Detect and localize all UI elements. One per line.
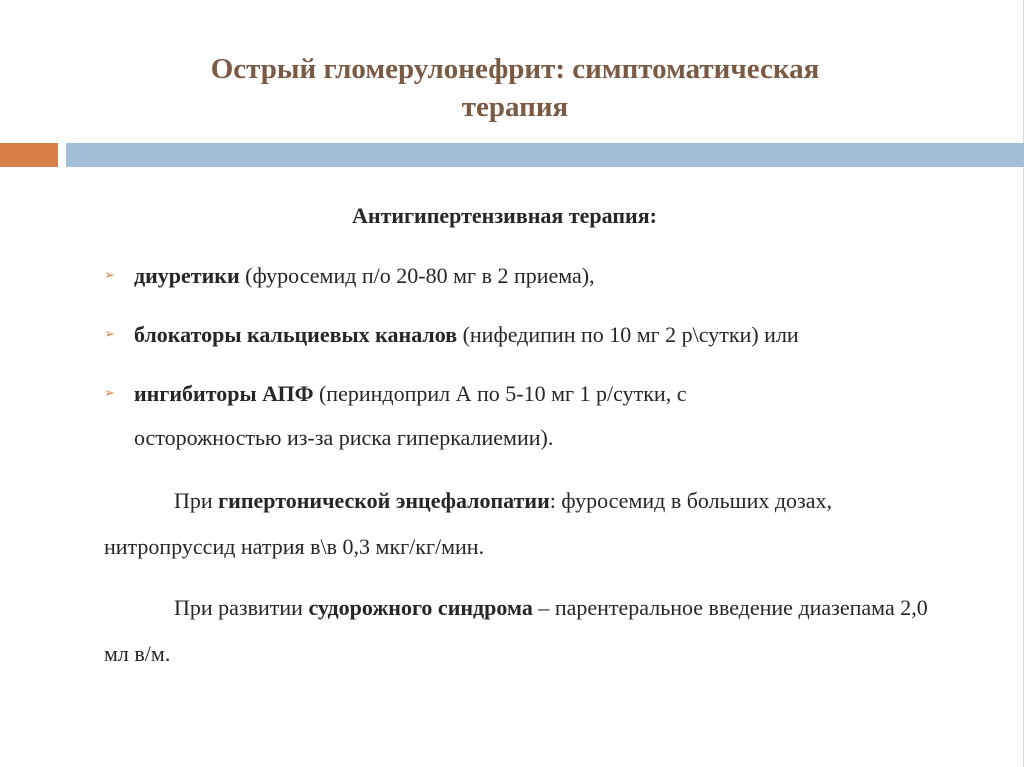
slide-title-line-2: терапия xyxy=(461,91,569,123)
bullet-detail: (нифедипин по 10 мг 2 р\сутки) или xyxy=(457,322,799,347)
slide-title-line-1: Острый гломерулонефрит: симптоматическая xyxy=(210,53,820,85)
bullet-text xyxy=(134,313,974,357)
accent-bar-orange xyxy=(0,143,58,167)
paragraph-bold-term: судорожного синдрома xyxy=(308,595,533,620)
paragraph-lead: При xyxy=(174,488,219,513)
accent-bar-blue xyxy=(66,143,1024,167)
paragraph-bold-term: гипертонической энцефалопатии xyxy=(218,488,550,513)
bullet-bold-term: диуретики xyxy=(134,263,240,288)
bullet-bold-term: блокаторы кальциевых каналов xyxy=(134,322,458,347)
bullet-detail: (периндоприл А по 5-10 мг 1 р/сутки, с осторожностью из-за риска гиперкалиемии). xyxy=(134,381,687,450)
bullet-text xyxy=(134,254,974,298)
slide-title xyxy=(120,50,910,126)
arrow-bullet-icon: ➢ xyxy=(104,327,115,342)
arrow-bullet-icon: ➢ xyxy=(104,386,115,401)
bullet-text xyxy=(134,372,834,460)
paragraph-seizure-syndrome xyxy=(104,585,944,677)
section-subheading: Антигипертензивная терапия: xyxy=(352,203,657,228)
arrow-bullet-icon: ➢ xyxy=(104,268,115,283)
paragraph-detail: : фуросемид в больших дозах, нитропруссид натрия в\в 0,3 мкг/кг/мин. xyxy=(104,488,832,559)
bullet-detail: (фуросемид п/о 20-80 мг в 2 приема), xyxy=(239,263,595,288)
bullet-bold-term: ингибиторы АПФ xyxy=(134,381,314,406)
paragraph-lead: При развитии xyxy=(174,595,309,620)
paragraph-hypertensive-encephalopathy xyxy=(104,478,944,570)
paragraph-detail: – парентеральное введение диазепама 2,0 мл в/м. xyxy=(104,595,928,666)
